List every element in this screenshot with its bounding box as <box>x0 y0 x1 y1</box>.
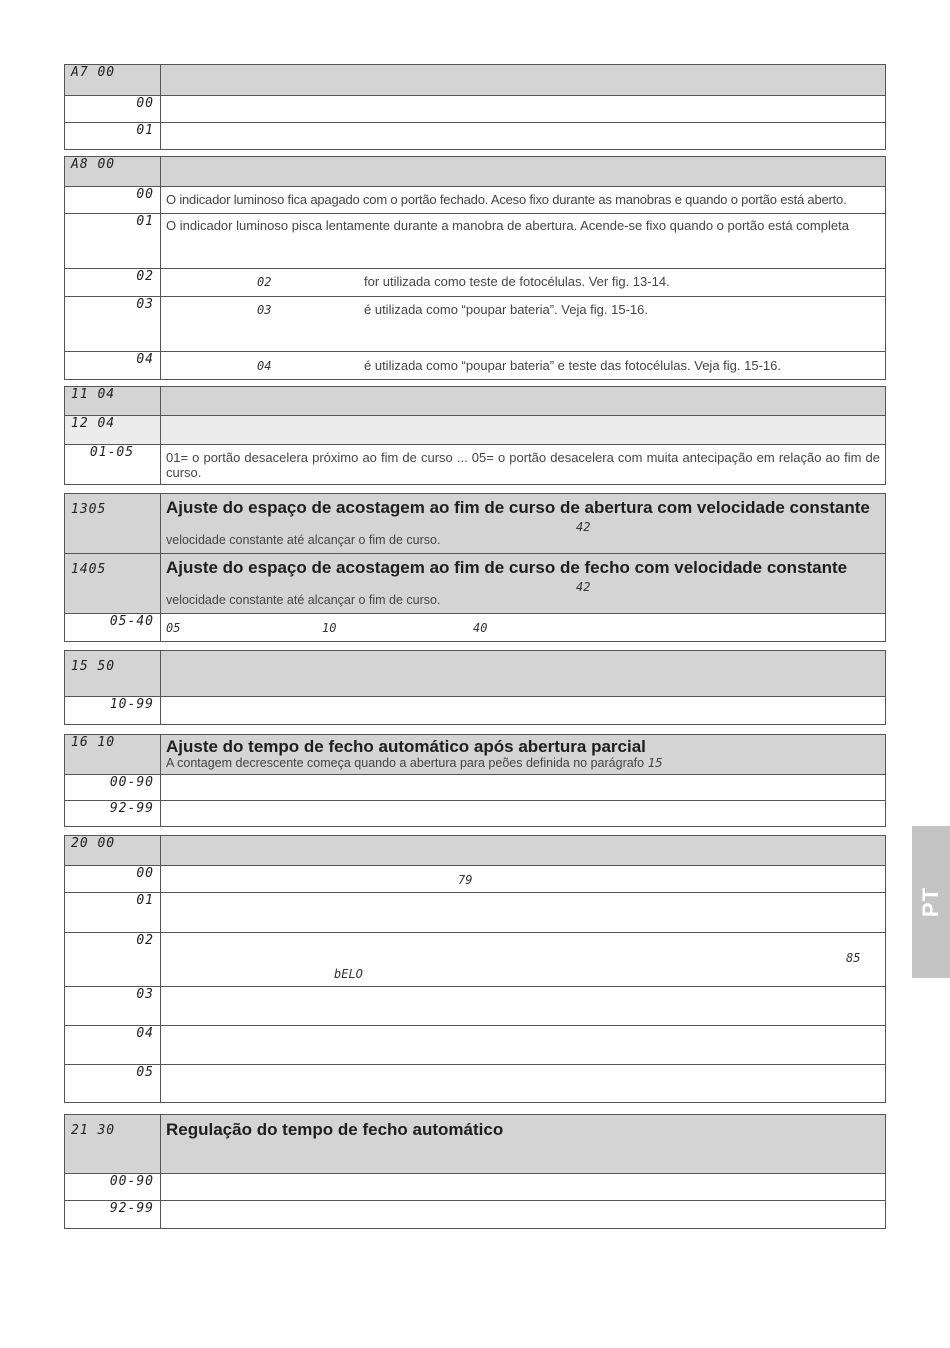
segment-value: 15 <box>647 755 663 770</box>
param-title-cell <box>161 554 886 614</box>
option-range: 92-99 <box>65 1201 161 1229</box>
option-desc <box>161 1201 886 1229</box>
option-desc <box>161 866 886 893</box>
option-code: 02 <box>65 269 161 297</box>
param-title-cell <box>161 651 886 697</box>
option-desc <box>161 96 886 123</box>
param-code: 16 10 <box>65 735 161 775</box>
param-table-16 <box>64 734 886 827</box>
option-text: é utilizada como “poupar bateria” e teste das fotocélulas. Veja fig. 15-16. <box>364 358 781 373</box>
param-title: Ajuste do tempo de fecho automático após abertura parcial <box>166 737 646 756</box>
param-table-11-12 <box>64 386 886 485</box>
param-title-cell <box>161 65 886 96</box>
option-code: 01 <box>65 214 161 269</box>
param-code: 21 30 <box>65 1115 161 1174</box>
option-code: 03 <box>65 987 161 1026</box>
option-range: 00-90 <box>65 1174 161 1201</box>
option-code: 04 <box>65 352 161 380</box>
option-desc <box>161 893 886 933</box>
option-code: 01 <box>65 123 161 150</box>
option-desc <box>161 1174 886 1201</box>
param-code: 12 04 <box>65 416 161 445</box>
param-table-13-14 <box>64 493 886 642</box>
option-text: é utilizada como “poupar bateria”. Veja fig. 15-16. <box>364 302 649 317</box>
param-title-cell <box>161 735 886 775</box>
option-desc <box>161 933 886 987</box>
option-code: 01 <box>65 893 161 933</box>
param-title-cell <box>161 494 886 554</box>
segment-value: 04 <box>257 359 272 373</box>
option-code: 00 <box>65 866 161 893</box>
option-desc <box>161 123 886 150</box>
segment-value: 02 <box>257 275 272 289</box>
option-desc <box>161 269 886 297</box>
option-range: 00-90 <box>65 775 161 801</box>
param-title: Ajuste do espaço de acostagem ao fim de curso de fecho com velocidade constante <box>166 558 848 577</box>
param-table-20 <box>64 835 886 1103</box>
param-title: Regulação do tempo de fecho automático <box>166 1120 504 1139</box>
option-desc: 01= o portão desacelera próximo ao fim de curso ... 05= o portão desacelera com muita antecipação em relação ao fim de curso. <box>161 445 886 485</box>
param-table-15 <box>64 650 886 725</box>
param-code: 1305 <box>65 494 161 554</box>
param-title: Ajuste do espaço de acostagem ao fim de curso de abertura com velocidade constante <box>166 498 870 517</box>
option-range: 92-99 <box>65 801 161 827</box>
segment-value: 79 <box>458 873 473 887</box>
option-desc <box>161 352 886 380</box>
option-range: 01-05 <box>65 445 161 485</box>
param-table-a7 <box>64 64 886 150</box>
param-code: 1405 <box>65 554 161 614</box>
option-text: for utilizada como teste de fotocélulas. Ver fig. 13-14. <box>364 274 670 289</box>
param-code: A8 00 <box>65 157 161 187</box>
param-code: 11 04 <box>65 387 161 416</box>
param-title-cell <box>161 387 886 416</box>
segment-value: 03 <box>257 303 272 317</box>
option-desc <box>161 1065 886 1103</box>
option-code: 00 <box>65 96 161 123</box>
segment-value: 40 <box>473 621 488 635</box>
segment-value: 42 <box>576 520 591 534</box>
language-tab-label: PT <box>918 886 943 918</box>
param-title-cell <box>161 836 886 866</box>
option-desc <box>161 1026 886 1065</box>
option-range: 05-40 <box>65 614 161 642</box>
param-code: 15 50 <box>65 651 161 697</box>
param-note <box>166 756 880 770</box>
param-code: 20 00 <box>65 836 161 866</box>
option-desc <box>161 775 886 801</box>
segment-value: 10 <box>322 621 337 635</box>
language-tab <box>912 826 950 978</box>
segment-value: 85 <box>846 951 861 965</box>
param-code: A7 00 <box>65 65 161 96</box>
option-desc <box>161 697 886 725</box>
option-code: 00 <box>65 187 161 214</box>
option-desc <box>161 801 886 827</box>
option-code: 05 <box>65 1065 161 1103</box>
segment-value: 42 <box>576 580 591 594</box>
param-title-cell <box>161 416 886 445</box>
option-desc <box>161 987 886 1026</box>
segment-value: bELO <box>334 967 363 981</box>
option-code: 02 <box>65 933 161 987</box>
option-code: 03 <box>65 297 161 352</box>
option-desc: O indicador luminoso pisca lentamente durante a manobra de abertura. Acende-se fixo quando o portão está completa <box>161 214 886 269</box>
param-table-a8 <box>64 156 886 380</box>
param-note-text: A contagem decrescente começa quando a abertura para peões definida no parágrafo <box>166 756 645 770</box>
param-note: velocidade constante até alcançar o fim de curso. <box>166 593 441 607</box>
param-title-cell <box>161 157 886 187</box>
param-table-21 <box>64 1114 886 1229</box>
segment-value: 05 <box>166 621 181 635</box>
option-range: 10-99 <box>65 697 161 725</box>
option-desc: O indicador luminoso fica apagado com o portão fechado. Aceso fixo durante as manobras e quando o portão está aberto. <box>161 187 886 214</box>
param-title-cell <box>161 1115 886 1174</box>
option-code: 04 <box>65 1026 161 1065</box>
option-desc <box>161 614 886 642</box>
option-desc <box>161 297 886 352</box>
param-note: velocidade constante até alcançar o fim de curso. <box>166 533 441 547</box>
